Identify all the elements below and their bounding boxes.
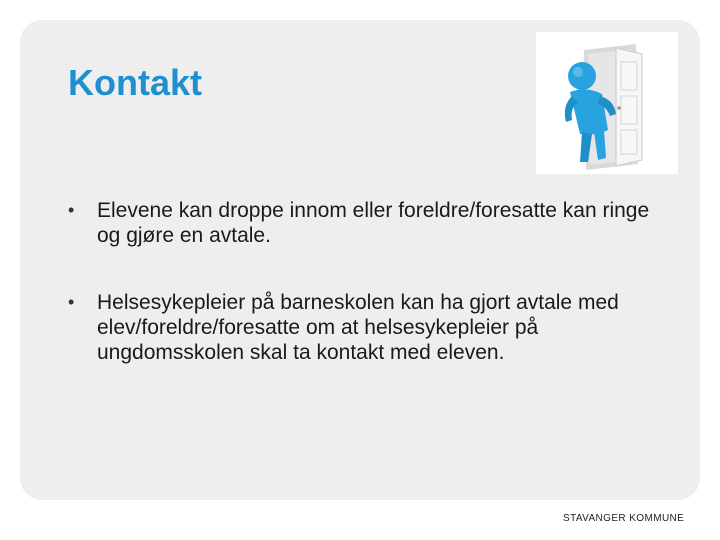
bullet-list (68, 198, 668, 407)
list-item (68, 290, 668, 365)
bullet-text: Helsesykepleier på barneskolen kan ha gjort avtale med elev/foreldre/foresatte om at helsesykepleier på ungdomsskolen skal ta kontakt med eleven. (97, 291, 619, 364)
bullet-text: Elevene kan droppe innom eller foreldre/foresatte kan ringe og gjøre en avtale. (97, 199, 650, 247)
slide-title: Kontakt (68, 62, 202, 103)
person-at-door-icon (536, 32, 678, 174)
list-item (68, 198, 668, 248)
bullet-dot: • (68, 200, 75, 220)
footer-organization: STAVANGER KOMMUNE (563, 513, 685, 524)
bullet-dot: • (68, 292, 75, 312)
